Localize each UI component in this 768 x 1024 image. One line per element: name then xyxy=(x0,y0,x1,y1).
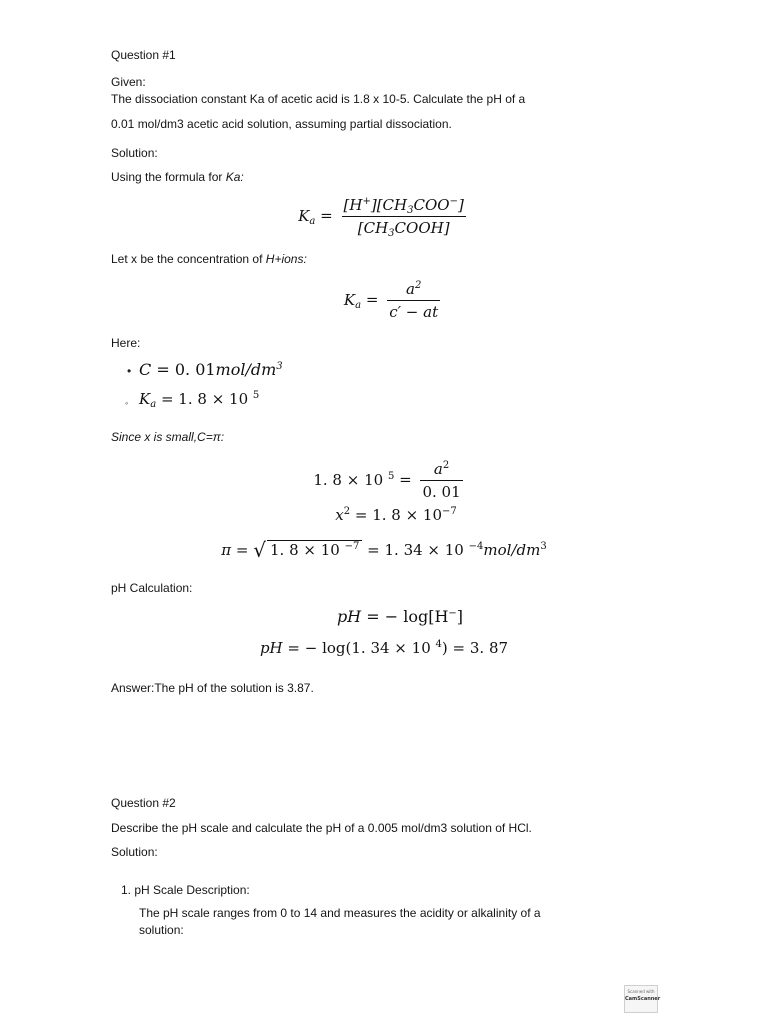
let-x-ions: H+ions: xyxy=(265,252,307,266)
question-2-solution-label: Solution: xyxy=(111,845,158,859)
ph-scale-description-line-2: solution: xyxy=(139,923,184,937)
ka-numerator: $[H^+][CH_3COO^-]$ xyxy=(343,196,464,216)
given-label: Given: xyxy=(111,75,146,89)
ph-calculation-label: pH Calculation: xyxy=(111,581,193,595)
solve-equation-1: 1. 8 × 10 $^5$ = $\frac{a^2}{0. 01}$ xyxy=(313,460,461,501)
question-2-heading: Question #2 xyxy=(111,796,176,810)
given-line-1: The dissociation constant Ka of acetic acid is 1.8 x 10-5. Calculate the pH of a xyxy=(111,92,526,106)
ka-denominator: $[CH_3COOH]$ xyxy=(357,219,450,239)
formula-intro xyxy=(111,170,244,185)
question-2-prompt: Describe the pH scale and calculate the pH of a 0.005 mol/dm3 solution of HCl. xyxy=(111,821,532,835)
ph-equation-2: pH = − log(1. 34 × 10 $^4$) = 3. 87 xyxy=(259,639,509,657)
ka-approx-numerator: $a^2$ xyxy=(387,280,440,301)
ph-equation-1: pH = − log[H−] xyxy=(336,607,464,626)
question-1-heading: Question #1 xyxy=(111,48,176,62)
camscanner-watermark: Scanned with CamScanner xyxy=(624,985,658,1013)
bullet-ka: ◦ xyxy=(125,398,129,408)
given-line-2: 0.01 mol/dm3 acetic acid solution, assuming partial dissociation. xyxy=(111,117,452,131)
formula-intro-ka: Ka: xyxy=(225,170,244,184)
here-label: Here: xyxy=(111,336,141,350)
ka-approx-denominator: c′ − at xyxy=(389,303,439,321)
ka-formula-equation: $K_a$ = $\frac{[H^+][CH_3COO^-]}{[CH_3COOH]}$ xyxy=(298,196,464,239)
solve-equation-2: $x^2 = 1$. $8 \times 10^{-7}$ xyxy=(335,506,457,524)
ph-scale-description-line-1: The pH scale ranges from 0 to 14 and measures the acidity or alkalinity of a xyxy=(139,906,541,920)
since-x-small: Since x is small,C=π: xyxy=(111,430,225,444)
formula-intro-text: Using the formula for xyxy=(111,170,226,184)
solve-fraction: $\frac{a^2}{0. 01}$ xyxy=(422,460,461,501)
answer-line: Answer:The pH of the solution is 3.87. xyxy=(111,681,314,695)
ka-approx-fraction xyxy=(387,280,440,321)
ka-symbol-2: $K_a$ xyxy=(343,290,362,311)
ka-value: $K_a = 1$. 8 × 10 $^5$ xyxy=(139,390,260,410)
let-x-text: Let x be the concentration of xyxy=(111,252,266,266)
ka-symbol: $K_a$ xyxy=(298,206,316,227)
solve-equation-3: π = √ 1. 8 × 10 $^{-7}$ = 1. 34 × 10 $^{-4}mol/dm^3$ xyxy=(221,538,547,562)
bullet-c: • xyxy=(127,364,132,378)
concentration-value: C = 0. $01mol/dm^3$ xyxy=(139,360,283,379)
ka-fraction xyxy=(342,196,466,237)
ph-scale-item-title: 1. pH Scale Description: xyxy=(121,883,250,897)
solution-label: Solution: xyxy=(111,146,158,160)
ka-approx-equation: $K_a$ = $\frac{a^2}{c' - at}$ xyxy=(343,280,439,321)
let-x-line xyxy=(111,252,307,267)
